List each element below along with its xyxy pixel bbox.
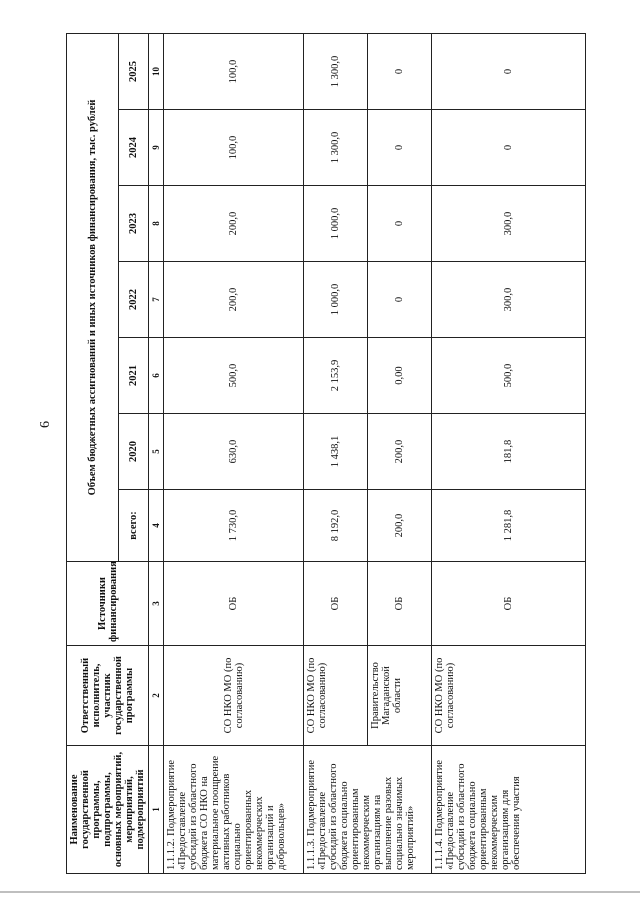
col-number: 4 xyxy=(149,490,164,562)
row-source: ОБ xyxy=(432,562,586,646)
financing-table xyxy=(66,33,586,874)
header-year-2024: 2024 xyxy=(119,110,149,186)
row-total: 200,0 xyxy=(368,490,432,562)
row-value-2020: 1 438,1 xyxy=(304,414,368,490)
header-year-2022: 2022 xyxy=(119,262,149,338)
row-source: ОБ xyxy=(368,562,432,646)
row-value-2022: 1 000,0 xyxy=(304,262,368,338)
row-total: 8 192,0 xyxy=(304,490,368,562)
financing-table-container xyxy=(66,34,586,874)
col-number: 7 xyxy=(149,262,164,338)
row-value-2022: 200,0 xyxy=(164,262,304,338)
col-number: 1 xyxy=(149,746,164,874)
col-number: 10 xyxy=(149,33,164,109)
row-total: 1 281,8 xyxy=(432,490,586,562)
row-value-2025: 100,0 xyxy=(164,33,304,109)
row-value-2025: 1 300,0 xyxy=(304,33,368,109)
col-number: 2 xyxy=(149,646,164,746)
table-row xyxy=(164,33,304,873)
header-year-2020: 2020 xyxy=(119,414,149,490)
header-name: Наименование государственной программы, подпрограммы, основных мероприятий, мероприятий, подмероприятий xyxy=(67,746,149,874)
row-executor: СО НКО МО (по согласованию) xyxy=(164,646,304,746)
row-value-2022: 300,0 xyxy=(432,262,586,338)
col-number: 6 xyxy=(149,338,164,414)
row-value-2021: 500,0 xyxy=(432,338,586,414)
header-year-2023: 2023 xyxy=(119,186,149,262)
col-number: 5 xyxy=(149,414,164,490)
row-source: ОБ xyxy=(164,562,304,646)
row-value-2020: 200,0 xyxy=(368,414,432,490)
col-number: 3 xyxy=(149,562,164,646)
table-row xyxy=(304,33,368,873)
row-name: 1.1.1.2. Подмероприятие «Предоставление субсидий из областного бюджета СО НКО на материальное поощрение активных работников социально ориентированных некоммерческих организаций и добровольцев» xyxy=(164,746,304,874)
row-value-2020: 630,0 xyxy=(164,414,304,490)
header-year-2025: 2025 xyxy=(119,33,149,109)
header-volume: Объем бюджетных ассигнований и иных источников финансирования, тыс. рублей xyxy=(67,33,119,561)
row-value-2020: 181,8 xyxy=(432,414,586,490)
header-source: Источники финансирования xyxy=(67,562,149,646)
row-value-2025: 0 xyxy=(368,33,432,109)
row-executor: Правительство Магаданской области xyxy=(368,646,432,746)
row-name: 1.1.1.3. Подмероприятие «Предоставление субсидий из областного бюджета социально ориентированным некоммерческим организациям на выполнение разовых социально значимых мероприятий» xyxy=(304,746,432,874)
row-value-2021: 500,0 xyxy=(164,338,304,414)
row-value-2024: 0 xyxy=(368,110,432,186)
row-source: ОБ xyxy=(304,562,368,646)
row-value-2024: 1 300,0 xyxy=(304,110,368,186)
row-value-2024: 0 xyxy=(432,110,586,186)
row-value-2023: 200,0 xyxy=(164,186,304,262)
row-value-2021: 0,00 xyxy=(368,338,432,414)
row-name: 1.1.1.4. Подмероприятие «Предоставление субсидий из областного бюджета социально ориентированным некоммерческим организациям для обеспечения участия xyxy=(432,746,586,874)
row-value-2023: 0 xyxy=(368,186,432,262)
header-total: всего: xyxy=(119,490,149,562)
header-executor: Ответственный исполнитель, участник государственной программы xyxy=(67,646,149,746)
row-value-2021: 2 153,9 xyxy=(304,338,368,414)
col-number: 8 xyxy=(149,186,164,262)
row-total: 1 730,0 xyxy=(164,490,304,562)
page-number: 6 xyxy=(38,421,53,428)
row-value-2022: 0 xyxy=(368,262,432,338)
row-executor: СО НКО МО (по согласованию) xyxy=(432,646,586,746)
row-value-2025: 0 xyxy=(432,33,586,109)
scan-edge-line xyxy=(0,891,640,893)
row-value-2023: 300,0 xyxy=(432,186,586,262)
row-value-2023: 1 000,0 xyxy=(304,186,368,262)
row-value-2024: 100,0 xyxy=(164,110,304,186)
table-row xyxy=(432,33,586,873)
header-year-2021: 2021 xyxy=(119,338,149,414)
row-executor: СО НКО МО (по согласованию) xyxy=(304,646,368,746)
col-number: 9 xyxy=(149,110,164,186)
